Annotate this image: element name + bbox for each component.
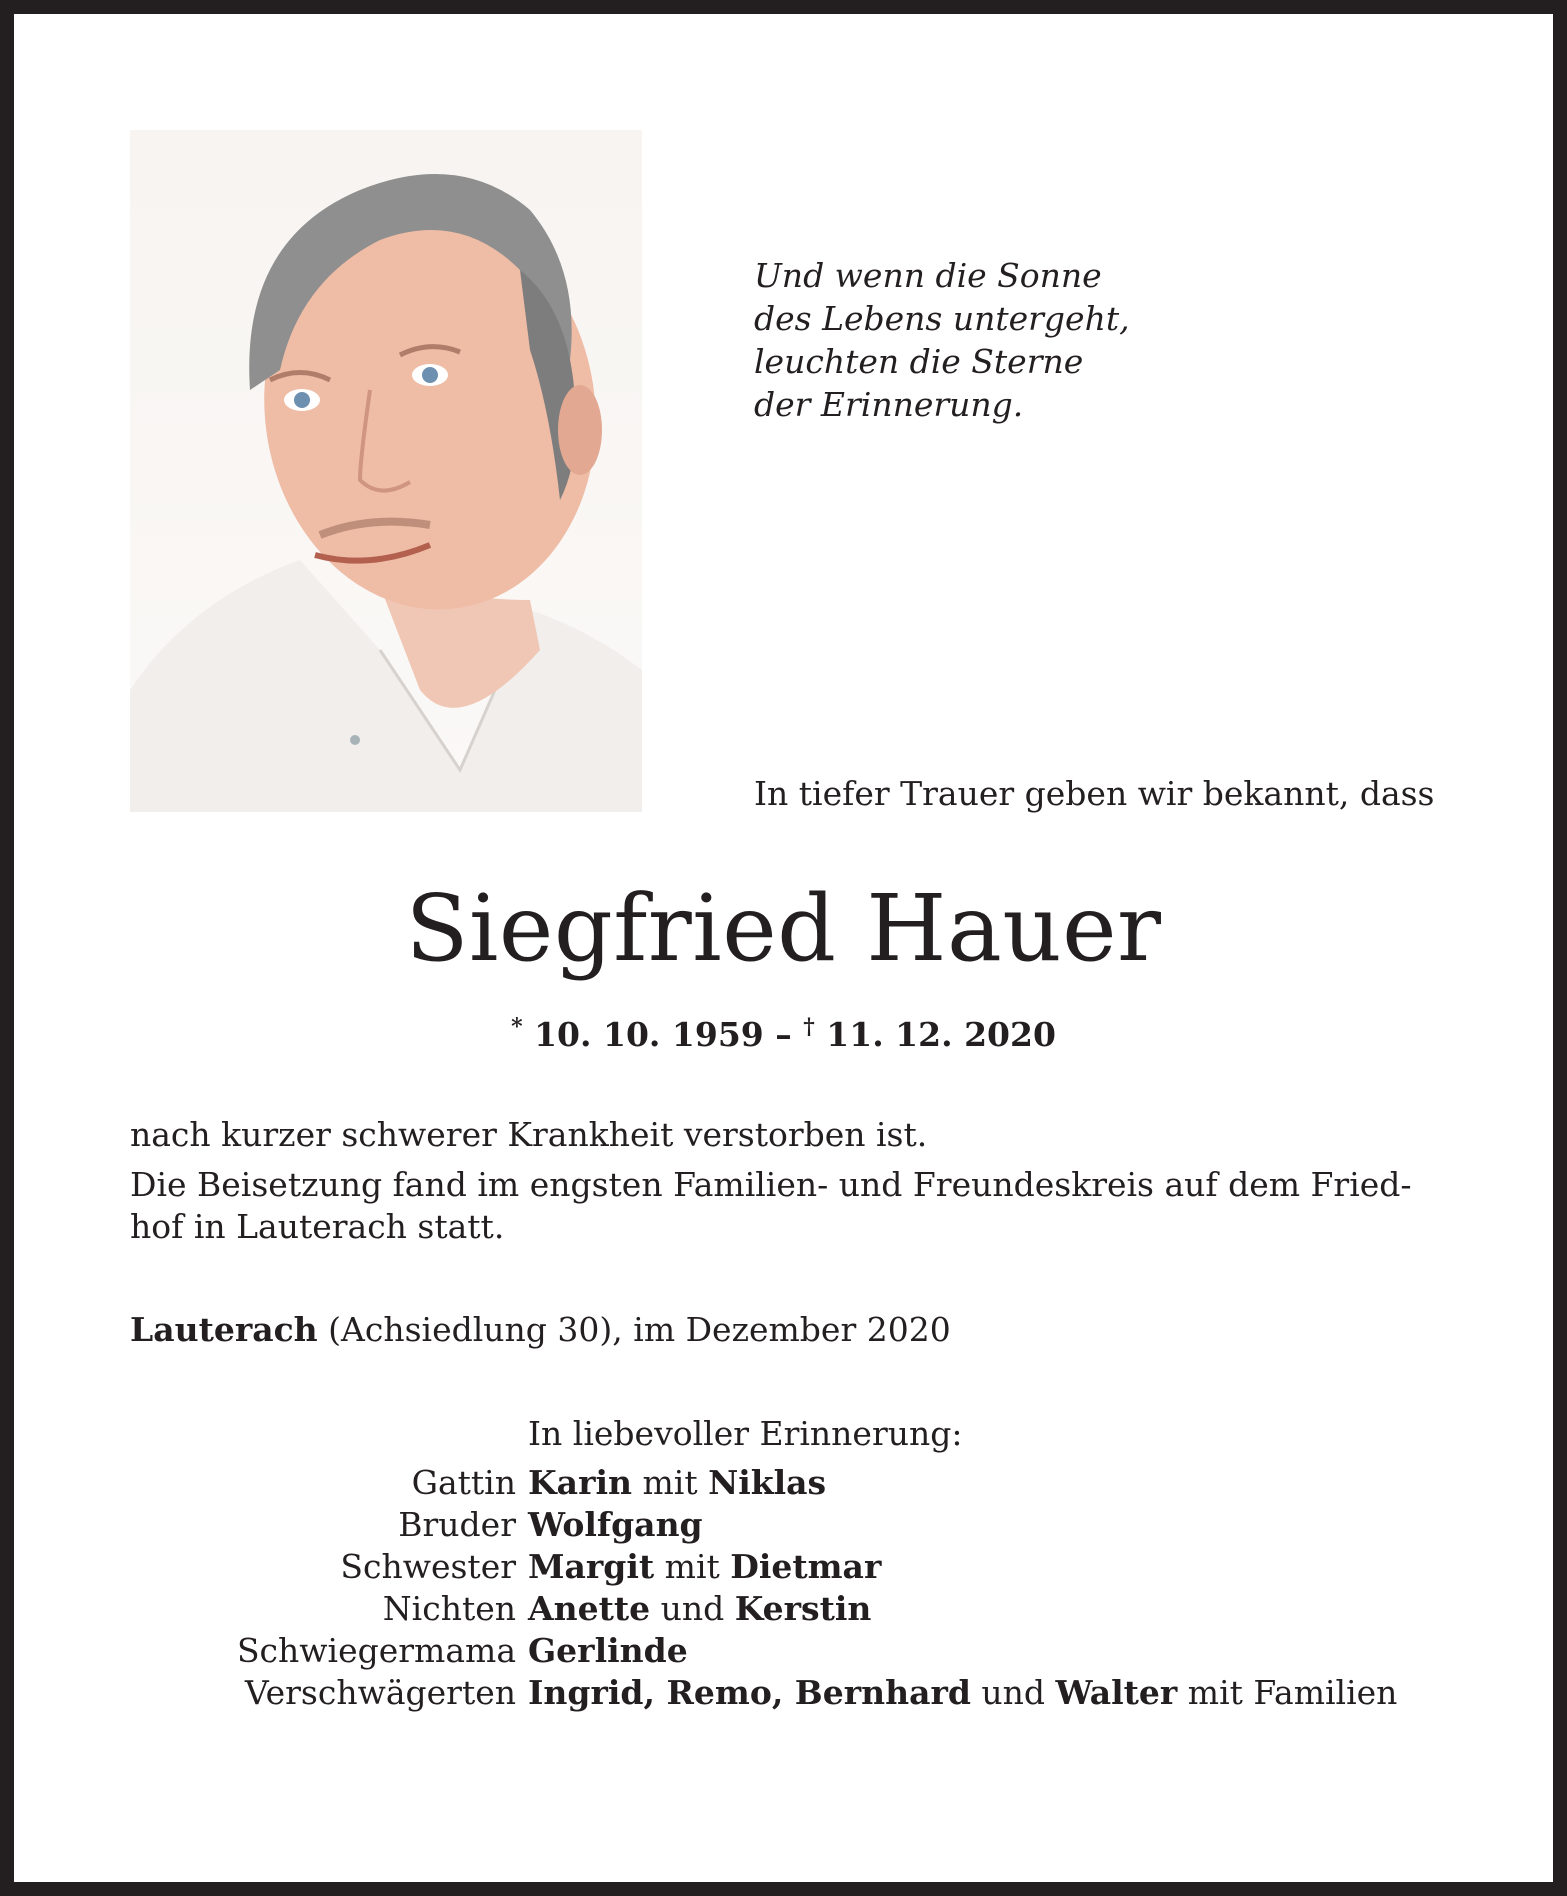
mourners-list: [130, 1462, 1397, 1714]
mourner-role: Verschwägerten: [244, 1673, 516, 1712]
death-mark: †: [803, 1014, 815, 1040]
mourner-connector: mit: [654, 1547, 731, 1586]
mourner-row: [130, 1672, 1397, 1714]
mourner-name: Niklas: [708, 1463, 827, 1502]
portrait-photo: [130, 130, 642, 812]
quote-line: der Erinnerung.: [754, 385, 1024, 424]
mourner-row: [130, 1630, 1397, 1672]
mourner-names: [528, 1462, 826, 1504]
mourner-connector: und: [970, 1673, 1056, 1712]
mourner-name: Ingrid, Remo, Bernhard: [528, 1673, 971, 1712]
place-town: Lauterach: [130, 1310, 318, 1349]
mourner-names: [528, 1630, 688, 1672]
mourner-connector: mit: [631, 1463, 709, 1502]
mourner-role: Schwester: [340, 1547, 516, 1586]
mourner-role: Nichten: [382, 1589, 516, 1628]
place-rest: (Achsiedlung 30), im Dezember 2020: [317, 1310, 951, 1349]
mourner-names: [528, 1546, 881, 1588]
announcement-intro: In tiefer Trauer geben wir bekannt, dass: [754, 774, 1435, 813]
deceased-name: Siegfried Hauer: [405, 875, 1162, 982]
mourner-role: Schwiegermama: [236, 1631, 516, 1670]
mourner-connector: und: [650, 1589, 735, 1628]
date-separator: –: [775, 1015, 804, 1054]
quote-line: leuchten die Sterne: [754, 342, 1084, 381]
mourner-row: [130, 1504, 1397, 1546]
place-and-date: [130, 1310, 951, 1349]
mourner-row: [130, 1546, 1397, 1588]
quote-line: des Lebens untergeht,: [754, 299, 1130, 338]
mourner-role: Gattin: [411, 1463, 516, 1502]
mourner-name: Karin: [528, 1463, 632, 1502]
memorial-quote: [754, 254, 1130, 426]
body-line: Die Beisetzung fand im engsten Familien- und Freundeskreis auf dem Fried-hof in Lauterach statt.: [130, 1165, 1412, 1246]
mourner-name: Walter: [1055, 1673, 1178, 1712]
mourner-name: Kerstin: [734, 1589, 872, 1628]
mourner-row: [130, 1462, 1397, 1504]
birth-mark: *: [511, 1014, 523, 1040]
memory-heading: In liebevoller Erinnerung:: [528, 1414, 963, 1453]
mourner-name: Margit: [528, 1547, 655, 1586]
mourner-name: Gerlinde: [528, 1631, 688, 1670]
announcement-body: [130, 1114, 1440, 1256]
mourner-names: [528, 1504, 703, 1546]
mourner-row: [130, 1588, 1397, 1630]
mourner-name: Anette: [528, 1589, 651, 1628]
birth-date: 10. 10. 1959: [534, 1015, 764, 1054]
mourner-names: [528, 1672, 1397, 1714]
mourner-names: [528, 1588, 871, 1630]
life-dates: [14, 1014, 1553, 1054]
mourner-name: Dietmar: [730, 1547, 882, 1586]
body-line: nach kurzer schwerer Krankheit verstorben ist.: [130, 1115, 928, 1154]
quote-line: Und wenn die Sonne: [754, 256, 1102, 295]
death-date: 11. 12. 2020: [826, 1015, 1056, 1054]
mourner-connector: mit Familien: [1177, 1673, 1398, 1712]
mourner-name: Wolfgang: [528, 1505, 703, 1544]
mourner-role: Bruder: [398, 1505, 516, 1544]
